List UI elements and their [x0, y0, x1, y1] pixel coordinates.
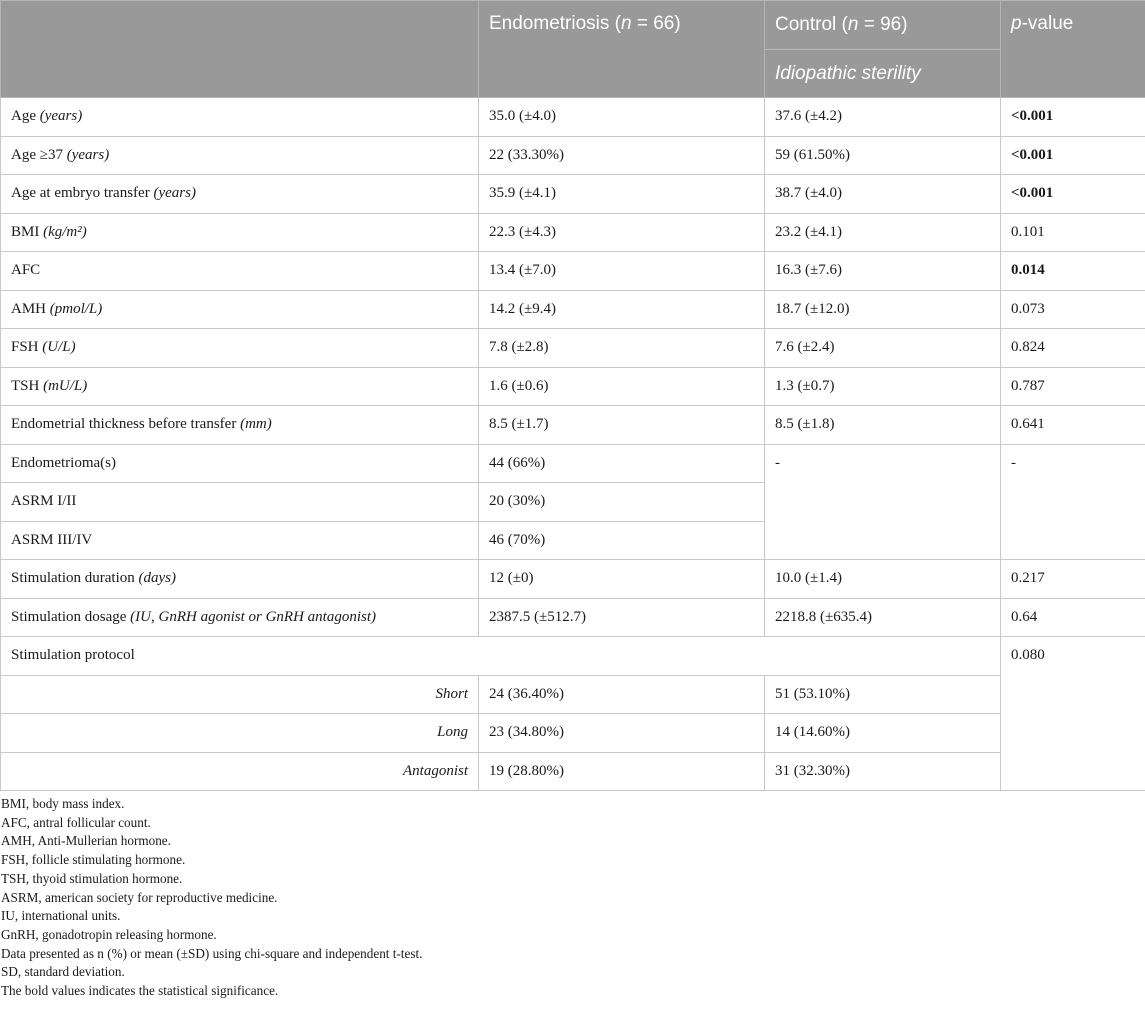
- row-label: Stimulation dosage (IU, GnRH agonist or GnRH antagonist): [1, 598, 479, 637]
- table-row: [1, 714, 1145, 753]
- header-control-sub: Idiopathic sterility: [765, 50, 1001, 98]
- cell-p-value: 0.217: [1001, 560, 1145, 599]
- header-endometriosis-n: (n = 66): [614, 13, 681, 34]
- cell-control: 7.6 (±2.4): [765, 329, 1001, 368]
- cell-control: 23.2 (±4.1): [765, 213, 1001, 252]
- footnote: AMH, Anti-Mullerian hormone.: [1, 833, 171, 849]
- cell-endometriosis: 7.8 (±2.8): [479, 329, 765, 368]
- cell-control: 2218.8 (±635.4): [765, 598, 1001, 637]
- cell-control: 18.7 (±12.0): [765, 290, 1001, 329]
- footnote: IU, international units.: [1, 908, 121, 924]
- table-row: [1, 406, 1145, 445]
- cell-endometriosis: 14.2 (±9.4): [479, 290, 765, 329]
- row-label: Endometrioma(s): [1, 444, 479, 483]
- footnote: Data presented as n (%) or mean (±SD) using chi-square and independent t-test.: [1, 945, 423, 961]
- cell-control: 31 (32.30%): [765, 752, 1001, 791]
- footnote: GnRH, gonadotropin releasing hormone.: [1, 926, 217, 942]
- cell-endometriosis: 8.5 (±1.7): [479, 406, 765, 445]
- row-label: Age ≥37 (years): [1, 136, 479, 175]
- row-label: Long: [1, 714, 479, 753]
- cell-p-value: -: [1001, 444, 1145, 560]
- cell-control: 38.7 (±4.0): [765, 175, 1001, 214]
- table-row: [1, 598, 1145, 637]
- cell-control: 10.0 (±1.4): [765, 560, 1001, 599]
- row-label: Stimulation protocol: [1, 637, 1001, 676]
- cell-p-value: <0.001: [1001, 175, 1145, 214]
- table-row: [1, 213, 1145, 252]
- cell-p-value: 0.64: [1001, 598, 1145, 637]
- cell-p-value: 0.787: [1001, 367, 1145, 406]
- row-label: ASRM III/IV: [1, 521, 479, 560]
- cell-endometriosis: 19 (28.80%): [479, 752, 765, 791]
- cell-p-value: 0.824: [1001, 329, 1145, 368]
- cell-control: 14 (14.60%): [765, 714, 1001, 753]
- row-label: FSH (U/L): [1, 329, 479, 368]
- table-row: [1, 444, 1145, 483]
- row-label: Age (years): [1, 98, 479, 137]
- cell-control: 1.3 (±0.7): [765, 367, 1001, 406]
- footnote: SD, standard deviation.: [1, 964, 125, 980]
- cell-endometriosis: 46 (70%): [479, 521, 765, 560]
- row-label: Antagonist: [1, 752, 479, 791]
- cell-p-value: 0.101: [1001, 213, 1145, 252]
- table-row: [1, 290, 1145, 329]
- row-label: Stimulation duration (days): [1, 560, 479, 599]
- row-label: Age at embryo transfer (years): [1, 175, 479, 214]
- footnote: BMI, body mass index.: [1, 796, 125, 811]
- footnote: ASRM, american society for reproductive medicine.: [1, 889, 278, 905]
- cell-p-value: 0.014: [1001, 252, 1145, 291]
- footnote: TSH, thyoid stimulation hormone.: [1, 870, 183, 886]
- header-blank: [1, 1, 479, 98]
- header-control-n: (n = 96): [841, 14, 908, 35]
- table-row: [1, 136, 1145, 175]
- cell-p-value: <0.001: [1001, 98, 1145, 137]
- table-row: [1, 175, 1145, 214]
- table-row: [1, 367, 1145, 406]
- footnote: FSH, follicle stimulating hormone.: [1, 852, 186, 868]
- table-row: [1, 98, 1145, 137]
- table-row: [1, 637, 1145, 676]
- cell-control: 37.6 (±4.2): [765, 98, 1001, 137]
- row-label: BMI (kg/m²): [1, 213, 479, 252]
- header-control: Control (n = 96): [765, 1, 1001, 50]
- table-row: [1, 329, 1145, 368]
- table-row: [1, 560, 1145, 599]
- row-label: Short: [1, 675, 479, 714]
- cell-control: 59 (61.50%): [765, 136, 1001, 175]
- footnote: The bold values indicates the statistical significance.: [1, 983, 279, 999]
- cell-p-value: 0.073: [1001, 290, 1145, 329]
- table-row: [1, 675, 1145, 714]
- cell-endometriosis: 35.0 (±4.0): [479, 98, 765, 137]
- table-footnotes: [1, 795, 422, 1001]
- cell-endometriosis: 20 (30%): [479, 483, 765, 522]
- footnote: AFC, antral follicular count.: [1, 814, 151, 830]
- cell-endometriosis: 12 (±0): [479, 560, 765, 599]
- cell-endometriosis: 2387.5 (±512.7): [479, 598, 765, 637]
- cell-endometriosis: 24 (36.40%): [479, 675, 765, 714]
- cell-p-value: 0.080: [1001, 637, 1145, 791]
- cell-control: 8.5 (±1.8): [765, 406, 1001, 445]
- row-label: AMH (pmol/L): [1, 290, 479, 329]
- cell-endometriosis: 35.9 (±4.1): [479, 175, 765, 214]
- cell-p-value: <0.001: [1001, 136, 1145, 175]
- row-label: ASRM I/II: [1, 483, 479, 522]
- cell-endometriosis: 22.3 (±4.3): [479, 213, 765, 252]
- cell-endometriosis: 22 (33.30%): [479, 136, 765, 175]
- table-row: [1, 752, 1145, 791]
- cell-control: 51 (53.10%): [765, 675, 1001, 714]
- row-label: Endometrial thickness before transfer (mm): [1, 406, 479, 445]
- cell-p-value: 0.641: [1001, 406, 1145, 445]
- table-row: [1, 252, 1145, 291]
- cell-endometriosis: 44 (66%): [479, 444, 765, 483]
- cell-endometriosis: 23 (34.80%): [479, 714, 765, 753]
- row-label: AFC: [1, 252, 479, 291]
- cell-control: 16.3 (±7.6): [765, 252, 1001, 291]
- cell-control: -: [765, 444, 1001, 560]
- cell-endometriosis: 1.6 (±0.6): [479, 367, 765, 406]
- header-p-value: p-value: [1001, 1, 1145, 98]
- cell-endometriosis: 13.4 (±7.0): [479, 252, 765, 291]
- row-label: TSH (mU/L): [1, 367, 479, 406]
- header-endometriosis: Endometriosis (n = 66): [479, 1, 765, 98]
